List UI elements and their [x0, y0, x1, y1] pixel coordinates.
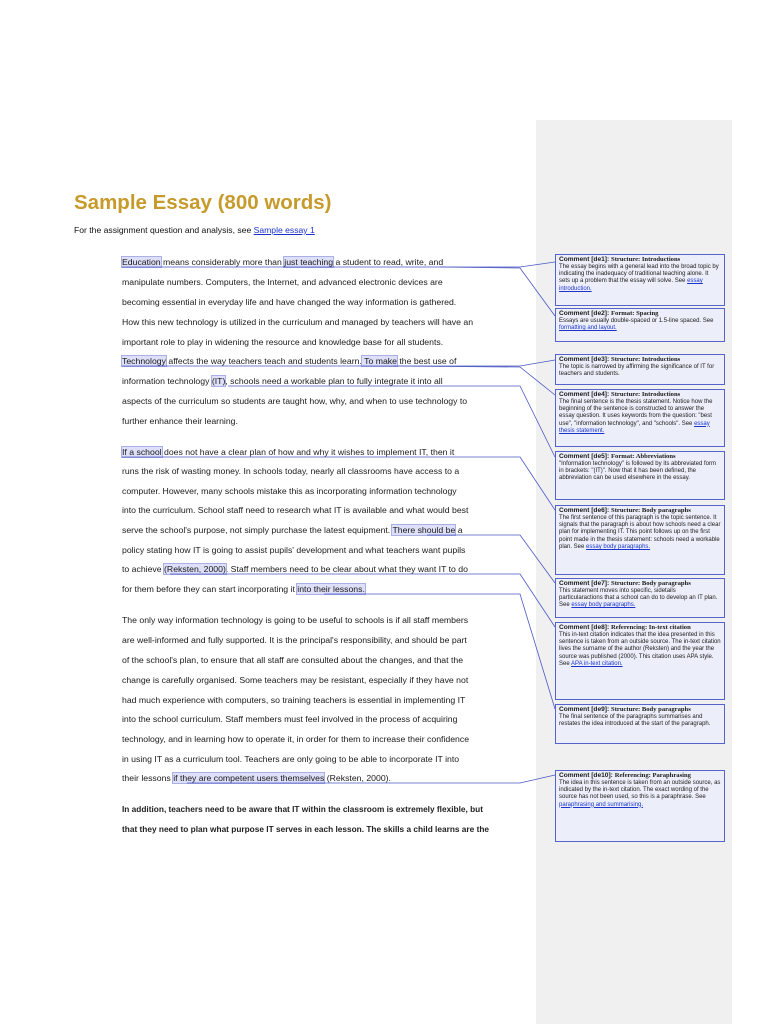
- body-text-line: [122, 772, 391, 784]
- body-text-line: [122, 713, 457, 725]
- text-run: aspects of the curriculum so students are taught how, why, and when to use technology to: [122, 396, 468, 406]
- comment-body-text: This statement moves into specific, sidetails particularactions that a school can do to develop an IT plan. See: [559, 588, 718, 609]
- comment-header: [559, 356, 721, 364]
- commented-text-highlight[interactable]: just teaching: [284, 257, 334, 267]
- text-run: . Staff members need to be clear about what they want IT to do: [225, 564, 468, 574]
- text-run: in using IT as a curriculum tool. Teachers are only going to be able to incorporate IT into: [122, 754, 460, 764]
- body-text-line: [122, 355, 456, 367]
- body-text-line: [122, 733, 469, 745]
- comment-reference-link[interactable]: APA in-text citation.: [571, 660, 623, 667]
- comment-header: [559, 772, 721, 780]
- comment-body-text: This in-text citation indicates that the idea presented in this sentence is taken from an outside source. The in-text citation lives the surname of the author (Reksten) and the year the source was published (2000). This citation uses APA style. See: [559, 632, 721, 667]
- comment-reference-link[interactable]: essay introduction.: [559, 278, 703, 292]
- comment-body-text: The final sentence is the thesis statement. Notice how the beginning of the sentence is constructed to answer the essay question. It uses keywords from the question: "best use", "information technology", and "schools". See: [559, 399, 713, 427]
- body-text-line: [122, 336, 443, 348]
- intro-line: [74, 225, 315, 235]
- text-run: computer. However, many schools mistake this as incorporating information technology: [122, 486, 457, 496]
- body-text-line: [122, 256, 443, 268]
- comment-reference-link[interactable]: essay body paragraphs.: [571, 602, 636, 609]
- body-text-line: [122, 823, 489, 835]
- comment-body: [559, 714, 721, 728]
- comment-body-text: Essays are usually double-spaced or 1.5-line spaced. See: [559, 318, 714, 324]
- comment-header: [559, 256, 721, 264]
- comment-id: Comment [de2]:: [559, 310, 612, 317]
- body-text-line: [122, 634, 467, 646]
- comment-body-text: The first sentence of this paragraph is the topic sentence. It signals that the paragraph is about how schools need a clear plan for implementing IT. This point follows up on the first point made in the thesis statement: schools need a workable plan. See: [559, 515, 721, 550]
- text-run: manipulate numbers. Computers, the Internet, and advanced electronic devices are: [122, 277, 443, 287]
- comment-body-text: The idea in this sentence is taken from an outside source, as indicated by the in-text citation. The exact wording of the source has not been used, so this is a paraphrase. See: [559, 780, 721, 801]
- comment-reference-link[interactable]: paraphrasing and summarising.: [559, 801, 644, 808]
- comment-reference-link[interactable]: formatting and layout.: [559, 325, 617, 332]
- comment-reference-link[interactable]: essay thesis statement.: [559, 420, 710, 434]
- text-run: that they need to plan what purpose IT serves in each lesson. The skills a child learns are the: [122, 824, 490, 834]
- text-run: had much experience with computers, so training teachers is essential in implementing IT: [122, 695, 466, 705]
- comment-label: Structure: Body paragraphs: [611, 706, 691, 713]
- document-title: Sample Essay (800 words): [74, 191, 332, 214]
- text-run: becoming essential in everyday life and have changed the way information is gathered.: [122, 297, 457, 307]
- text-run: does not have a clear plan of how and why it wishes to implement IT, then it: [161, 447, 455, 457]
- comment-body-text: The final sentence of the paragraphs summarises and restates the idea introduced at the start of the paragraph.: [559, 714, 711, 728]
- text-run: In addition, teachers need to be aware that IT within the classroom is extremely flexible, but: [122, 804, 484, 814]
- comment-id: Comment [de1]:: [559, 256, 612, 263]
- text-run: change is carefully organised. Some teachers may be resistant, especially if they have not: [122, 675, 469, 685]
- comment-balloon[interactable]: [555, 505, 725, 575]
- comment-header: [559, 706, 721, 714]
- body-text-line: [122, 296, 456, 308]
- comment-label: Structure: Introductions: [611, 256, 681, 263]
- text-run: (Reksten, 2000).: [324, 773, 391, 783]
- comment-body: [559, 632, 721, 668]
- text-run: affects the way teachers teach and students learn.: [165, 356, 362, 366]
- body-text-line: [122, 415, 238, 427]
- comment-label: Structure: Introductions: [611, 356, 681, 363]
- comment-id: Comment [de3]:: [559, 356, 612, 363]
- comment-label: Structure: Body paragraphs: [611, 580, 691, 587]
- comment-label: Referencing: Paraphrasing: [614, 772, 691, 779]
- comment-header: [559, 580, 721, 588]
- comment-body-text: "Information technology" is followed by its abbreviated form in brackets: "(IT)". Now that it has been defined, the abbreviation can be used elsewhere in the essay.: [559, 461, 717, 482]
- text-run: , schools need a workable plan to fully integrate it into all: [225, 376, 443, 386]
- commented-text-highlight[interactable]: Technology: [122, 356, 166, 366]
- comment-balloon[interactable]: [555, 451, 725, 500]
- text-run: The only way information technology is going to be useful to schools is if all staff members: [122, 615, 469, 625]
- body-text-line: [122, 485, 457, 497]
- comment-id: Comment [de4]:: [559, 391, 612, 398]
- body-text-line: [122, 583, 365, 595]
- text-run: serve the school's purpose, not simply purchase the latest equipment.: [122, 525, 393, 535]
- text-run: means considerably more than: [160, 257, 285, 267]
- body-text-line: [122, 524, 463, 536]
- comment-id: Comment [de9]:: [559, 706, 612, 713]
- comment-label: Structure: Introductions: [611, 391, 681, 398]
- comment-id: Comment [de10]:: [559, 772, 615, 779]
- comment-body: [559, 780, 721, 809]
- comment-body: [559, 515, 721, 551]
- text-run: How this new technology is utilized in the curriculum and managed by teachers will have an: [122, 317, 474, 327]
- body-text-line: [122, 504, 468, 516]
- comment-label: Referencing: In-text citation: [611, 624, 691, 631]
- sample-essay-link[interactable]: Sample essay 1: [253, 225, 315, 235]
- body-text-line: [122, 753, 459, 765]
- body-text-line: [122, 395, 467, 407]
- text-run: a: [455, 525, 463, 535]
- text-run: their lessons: [122, 773, 174, 783]
- comment-balloon[interactable]: [555, 308, 725, 342]
- comment-body-text: The topic is narrowed by affirming the significance of IT for teachers and students.: [559, 364, 715, 378]
- comment-balloon[interactable]: [555, 578, 725, 618]
- comment-label: Format: Abbreviations: [611, 453, 676, 460]
- comment-header: [559, 624, 721, 632]
- comment-body: [559, 318, 721, 332]
- comment-label: Format: Spacing: [611, 310, 659, 317]
- comment-balloon[interactable]: [555, 770, 725, 842]
- body-text-line: [122, 614, 468, 626]
- comment-id: Comment [de7]:: [559, 580, 612, 587]
- comment-body: [559, 399, 721, 435]
- text-run: the best use of: [396, 356, 457, 366]
- comment-reference-link[interactable]: essay body paragraphs.: [586, 543, 651, 550]
- text-run: into the school curriculum. Staff members must feel involved in the process of acquiring: [122, 714, 458, 724]
- commented-text-highlight[interactable]: To make: [361, 356, 397, 366]
- body-text-line: [122, 276, 443, 288]
- body-text-line: [122, 316, 473, 328]
- comment-body: [559, 364, 721, 378]
- comment-balloon[interactable]: [555, 254, 725, 306]
- intro-text: For the assignment question and analysis, see: [74, 225, 254, 235]
- body-text-line: [122, 446, 454, 458]
- text-run: further enhance their learning.: [122, 416, 238, 426]
- body-text-line: [122, 563, 468, 575]
- text-run: into the curriculum. School staff need to research what IT is available and what would best: [122, 505, 469, 515]
- commented-text-highlight[interactable]: If a school: [122, 447, 162, 457]
- commented-text-highlight[interactable]: Education: [122, 257, 161, 267]
- commented-text-highlight[interactable]: There should be: [392, 525, 456, 535]
- comment-balloon[interactable]: [555, 622, 725, 700]
- text-run: runs the risk of wasting money. In schools today, nearly all classrooms have access to a: [122, 466, 460, 476]
- commented-text-highlight[interactable]: into their lessons.: [297, 584, 365, 594]
- text-run: important role to play in widening the resource and knowledge base for all students.: [122, 337, 444, 347]
- comment-header: [559, 453, 721, 461]
- text-run: technology, and in learning how to operate it, in order for them to increase their confidence: [122, 734, 470, 744]
- comment-body-text: The essay begins with a general lead into the broad topic by indicating the inadequacy of traditional teaching alone. It sets up a problem that the essay will solve. See: [559, 264, 719, 285]
- text-run: for them before they can start incorporating it: [122, 584, 298, 594]
- comment-balloon[interactable]: [555, 354, 725, 385]
- body-text-line: [122, 465, 459, 477]
- comment-body: [559, 264, 721, 293]
- comment-balloon[interactable]: [555, 389, 725, 447]
- text-run: a student to read, write, and: [333, 257, 444, 267]
- commented-text-highlight[interactable]: (IT): [211, 376, 226, 386]
- commented-text-highlight[interactable]: (Reksten, 2000): [164, 564, 226, 574]
- comment-balloon[interactable]: [555, 704, 725, 744]
- text-run: to achieve: [122, 564, 165, 574]
- body-text-line: [122, 654, 463, 666]
- body-text-line: [122, 694, 465, 706]
- comment-id: Comment [de6]:: [559, 507, 612, 514]
- comment-header: [559, 507, 721, 515]
- leader-line-de9: [324, 594, 555, 709]
- comment-id: Comment [de5]:: [559, 453, 612, 460]
- body-text-line: [122, 375, 443, 387]
- commented-text-highlight[interactable]: if they are competent users themselves: [173, 773, 325, 783]
- text-run: are well-informed and fully supported. It is the principal's responsibility, and should be part: [122, 635, 467, 645]
- text-run: information technology: [122, 376, 212, 386]
- body-text-line: [122, 803, 483, 815]
- comment-body: [559, 461, 721, 483]
- text-run: of the school's plan, to ensure that all staff are consulted about the changes, and that the: [122, 655, 464, 665]
- comment-header: [559, 310, 721, 318]
- comment-label: Structure: Body paragraphs: [611, 507, 691, 514]
- text-run: policy stating how IT is going to assist pupils' development and what teachers want pupils: [122, 545, 466, 555]
- comment-header: [559, 391, 721, 399]
- comment-id: Comment [de8]:: [559, 624, 612, 631]
- body-text-line: [122, 544, 465, 556]
- body-text-line: [122, 674, 468, 686]
- comment-body: [559, 588, 721, 610]
